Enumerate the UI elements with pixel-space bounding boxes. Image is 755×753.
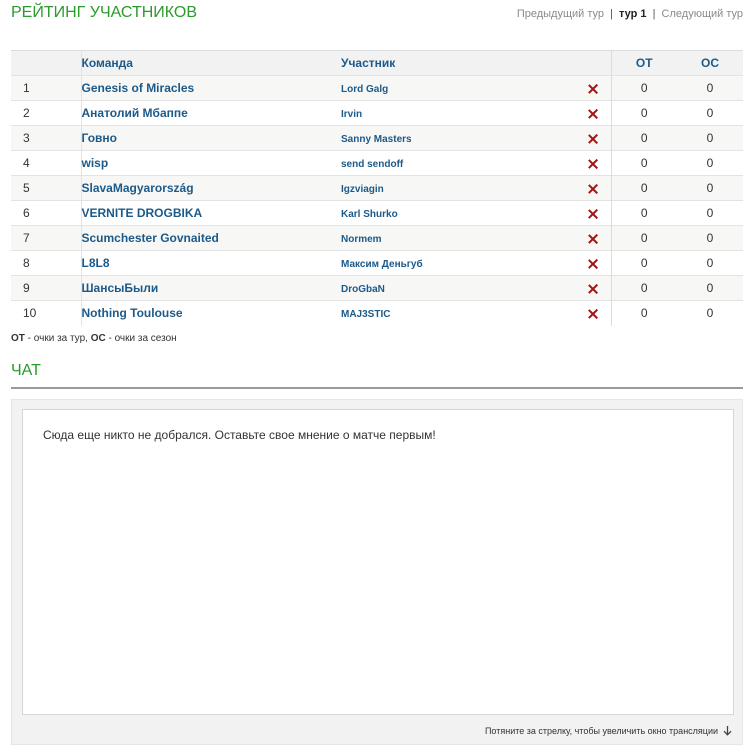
tour-navigation [517,8,743,20]
prev-tour-link[interactable]: Предыдущий тур [516,8,605,20]
row-oc: 0 [706,156,714,170]
table-row [11,151,743,176]
user-link[interactable]: Lord Galg [341,84,389,95]
user-link[interactable]: Normem [341,234,382,245]
chat-title: ЧАТ [11,362,41,379]
team-link[interactable]: SlavaMagyarország [81,181,194,195]
chat-divider [11,387,743,389]
team-link[interactable]: L8L8 [81,256,110,270]
row-ot: 0 [611,201,677,226]
row-rank: 1 [11,76,81,101]
col-header-ot: ОТ [611,51,677,76]
team-link[interactable]: VERNITE DROGBIKA [81,206,203,220]
table-row [11,301,743,326]
table-row [11,226,743,251]
chat-empty-message: Сюда еще никто не добрался. Оставьте свое мнение о матче первым! [43,428,436,442]
resize-hint-text: Потяните за стрелку, чтобы увеличить окно трансляции [484,726,718,736]
table-row [11,251,743,276]
next-tour-link[interactable]: Следующий тур [661,8,743,20]
row-rank: 5 [11,176,81,201]
row-ot: 0 [611,176,677,201]
row-rank: 6 [11,201,81,226]
user-link[interactable]: Максим Деньгуб [341,259,423,270]
row-oc: 0 [706,231,714,245]
user-link[interactable]: Igzviagin [341,184,384,195]
rating-table [11,50,743,326]
table-row [11,201,743,226]
delete-x-icon[interactable] [588,84,598,94]
team-link[interactable]: Genesis of Miracles [81,81,195,95]
legend-ot-text: - очки за тур, [24,333,91,344]
user-link[interactable]: Karl Shurko [341,209,398,220]
row-rank: 10 [11,301,81,326]
row-rank: 3 [11,126,81,151]
points-legend [11,333,177,344]
row-oc: 0 [706,281,714,295]
team-link[interactable]: Говно [81,131,117,145]
arrow-down-icon[interactable] [723,726,732,736]
row-oc: 0 [706,256,714,270]
legend-ot-abbr: ОТ [11,333,25,344]
delete-x-icon[interactable] [588,184,598,194]
col-header-num [11,51,81,76]
row-ot: 0 [611,251,677,276]
row-rank: 4 [11,151,81,176]
user-link[interactable]: Irvin [341,109,363,120]
delete-x-icon[interactable] [588,234,598,244]
team-link[interactable]: ШансыБыли [81,281,159,295]
team-link[interactable]: wisp [81,156,109,170]
delete-x-icon[interactable] [588,134,598,144]
row-rank: 7 [11,226,81,251]
table-header-row [11,51,743,76]
chat-panel [11,399,743,745]
row-ot: 0 [611,226,677,251]
row-rank: 2 [11,101,81,126]
user-link[interactable]: Sanny Masters [341,134,412,145]
user-link[interactable]: DroGbaN [341,284,385,295]
row-ot: 0 [611,276,677,301]
col-header-team: Команда [81,56,133,70]
row-oc: 0 [706,131,714,145]
table-row [11,276,743,301]
team-link[interactable]: Scumchester Govnaited [81,231,219,245]
team-link[interactable]: Nothing Toulouse [81,306,183,321]
row-oc: 0 [706,81,714,95]
row-ot: 0 [611,126,677,151]
row-oc: 0 [706,181,714,195]
col-header-user: Участник [341,56,396,70]
table-row [11,101,743,126]
user-link[interactable]: send sendoff [341,159,404,170]
rating-title: РЕЙТИНГ УЧАСТНИКОВ [11,4,198,21]
col-header-oc: ОС [701,56,719,70]
row-oc: 0 [706,206,714,220]
nav-separator: | [652,8,656,20]
row-ot: 0 [611,101,677,126]
col-header-delete [576,51,611,76]
row-ot: 0 [611,151,677,176]
table-row [11,126,743,151]
table-row [11,176,743,201]
chat-resize-hint [485,726,732,736]
delete-x-icon[interactable] [588,209,598,219]
row-rank: 8 [11,251,81,276]
delete-x-icon[interactable] [588,309,598,319]
nav-separator: | [610,8,613,20]
chat-messages-box[interactable] [22,409,734,715]
delete-x-icon[interactable] [588,259,598,269]
user-link[interactable]: MAJ3STIC [341,309,391,321]
delete-x-icon[interactable] [588,159,598,169]
row-rank: 9 [11,276,81,301]
delete-x-icon[interactable] [588,109,598,119]
legend-oc-text: - очки за сезон [105,333,177,344]
row-ot: 0 [611,76,677,101]
row-oc: 0 [706,106,714,120]
delete-x-icon[interactable] [588,284,598,294]
table-row [11,76,743,101]
row-oc: 0 [706,306,714,321]
current-tour-label: тур 1 [619,8,647,20]
team-link[interactable]: Анатолий Мбаппе [81,106,188,120]
legend-oc-abbr: ОС [90,333,106,344]
row-ot: 0 [611,301,677,326]
